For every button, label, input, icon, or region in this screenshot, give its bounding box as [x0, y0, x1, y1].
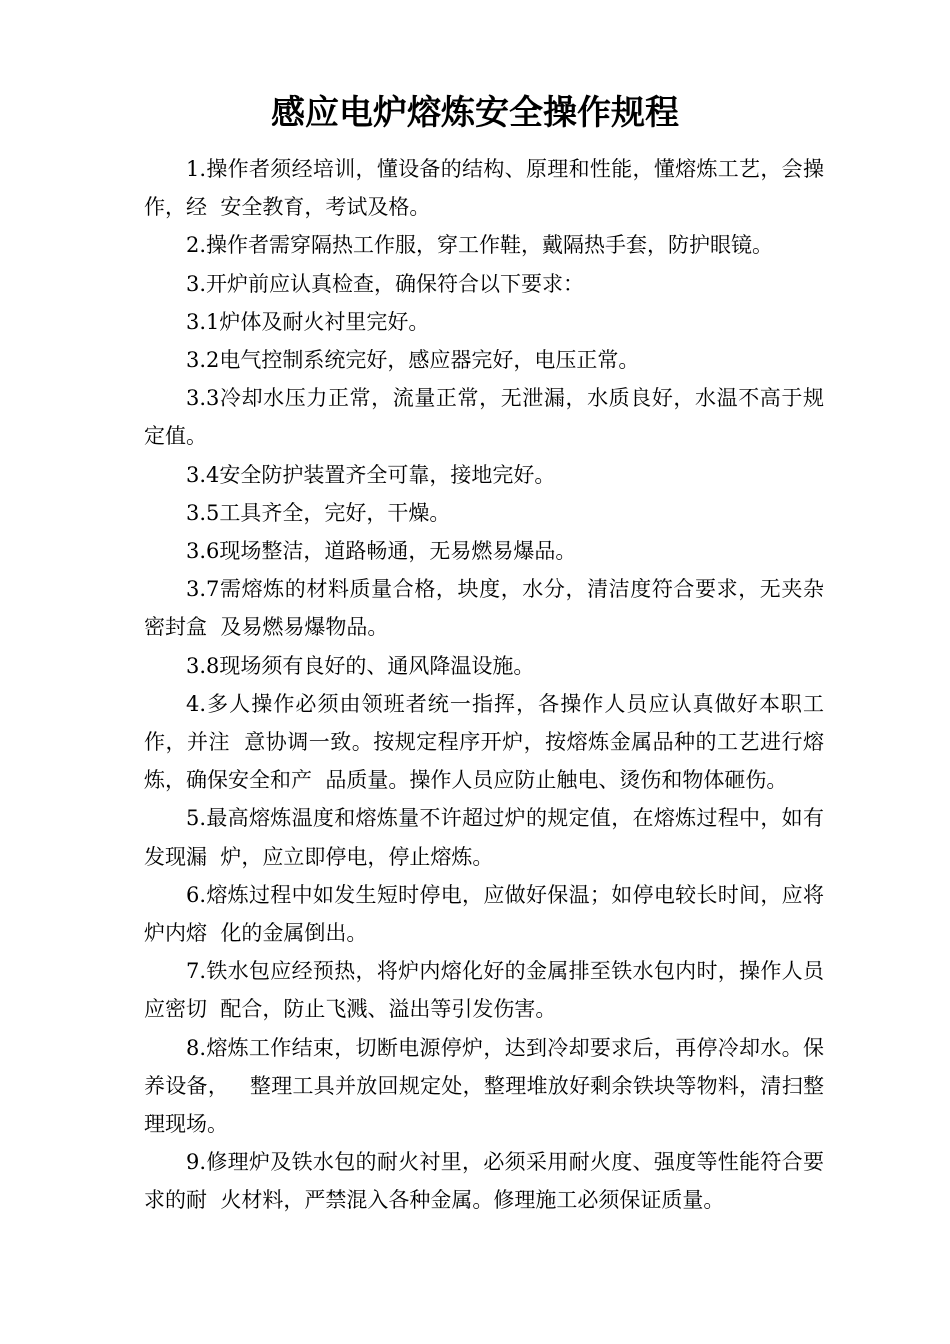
document-body: [144, 150, 824, 1220]
paragraph-6: 6.熔炼过程中如发生短时停电，应做好保温；如停电较长时间，应将炉内熔 化的金属倒出。: [144, 882, 824, 946]
paragraph-4: 4.多人操作必须由领班者统一指挥，各操作人员应认真做好本职工作，并注 意协调一致。按规定程序开炉，按熔炼金属品种的工艺进行熔炼，确保安全和产 品质量。操作人员应防止触电、烫伤和物体砸伤。: [144, 691, 824, 793]
paragraph-3-3: 3.3冷却水压力正常，流量正常，无泄漏，水质良好，水温不高于规定值。: [144, 386, 824, 449]
paragraph-3-1: 3.1炉体及耐火衬里完好。: [186, 309, 430, 334]
paragraph-3-8: 3.8现场须有良好的、通风降温设施。: [186, 653, 535, 678]
paragraph-3-6: 3.6现场整洁，道路畅通，无易燃易爆品。: [186, 539, 577, 564]
paragraph-8: 8.熔炼工作结束，切断电源停炉，达到冷却要求后，再停冷却水。保养设备， 整理工具并放回规定处，整理堆放好剩余铁块等物料，清扫整理现场。: [144, 1035, 824, 1137]
paragraph-5: 5.最高熔炼温度和熔炼量不许超过炉的规定值，在熔炼过程中，如有发现漏 炉，应立即停电，停止熔炼。: [144, 806, 824, 869]
paragraph-3-5: 3.5工具齐全，完好，干燥。: [186, 500, 451, 525]
paragraph-3-7: 3.7需熔炼的材料质量合格，块度，水分，清洁度符合要求，无夹杂密封盒 及易燃易爆物品。: [144, 577, 824, 640]
paragraph-7: 7.铁水包应经预热，将炉内熔化好的金属排至铁水包内时，操作人员应密切 配合，防止飞溅、溢出等引发伤害。: [144, 959, 824, 1022]
paragraph-2: 2.操作者需穿隔热工作服，穿工作鞋，戴隔热手套，防护眼镜。: [186, 233, 774, 258]
paragraph-3-2: 3.2电气控制系统完好，感应器完好，电压正常。: [186, 348, 640, 373]
paragraph-3: 3.开炉前应认真检查，确保符合以下要求：: [186, 271, 585, 296]
document-title: 感应电炉熔炼安全操作规程: [271, 93, 679, 133]
paragraph-9: 9.修理炉及铁水包的耐火衬里，必须采用耐火度、强度等性能符合要求的耐 火材料，严禁混入各种金属。修理施工必须保证质量。: [144, 1150, 824, 1213]
paragraph-3-4: 3.4安全防护装置齐全可靠，接地完好。: [186, 462, 556, 487]
paragraph-1: 1.操作者须经培训，懂设备的结构、原理和性能，懂熔炼工艺，会操作，经 安全教育，考试及格。: [144, 157, 824, 220]
